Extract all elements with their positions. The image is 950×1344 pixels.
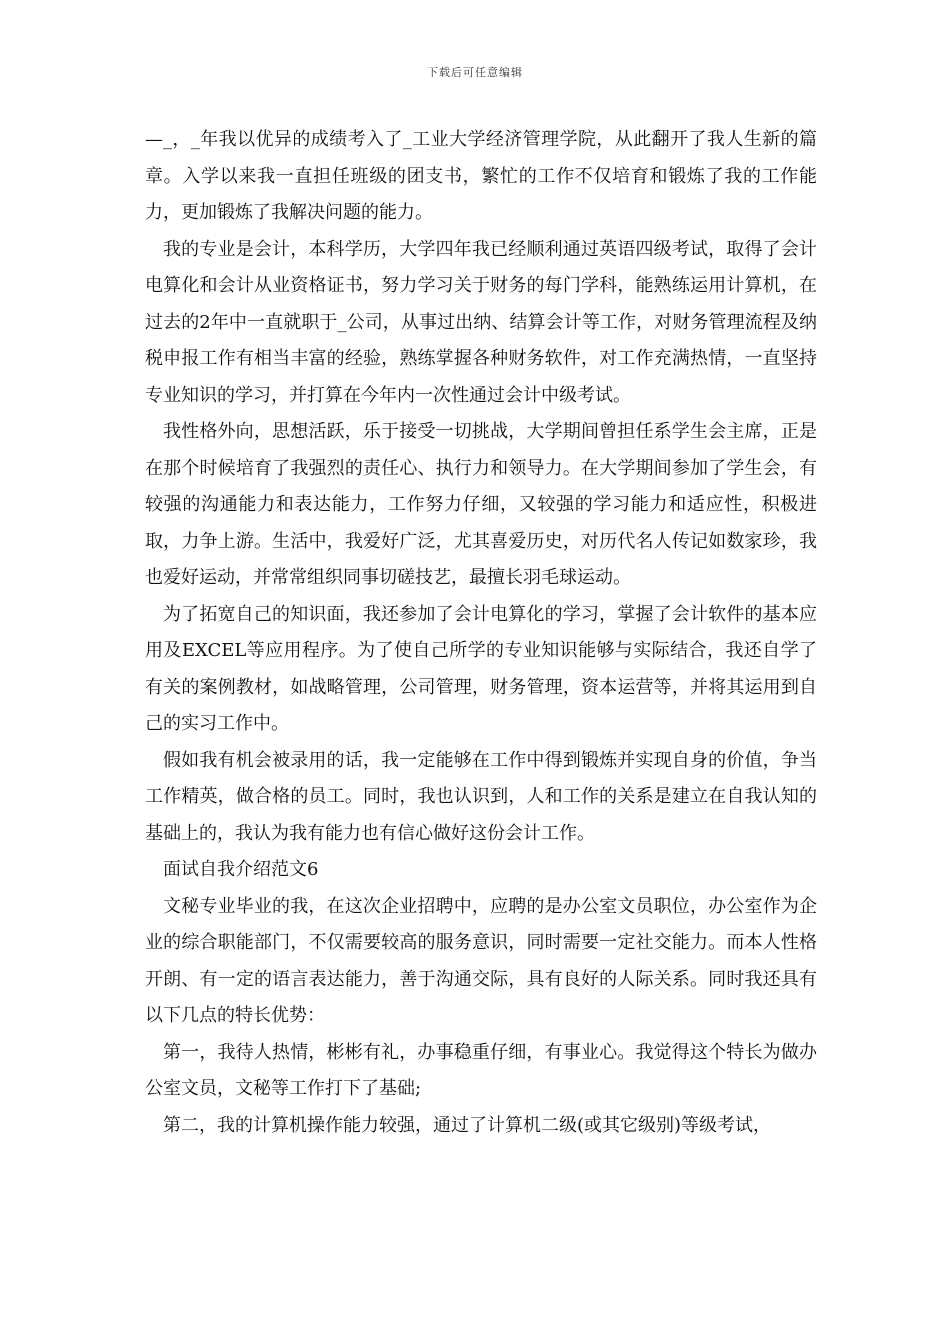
paragraph-strength-1: 第一，我待人热情，彬彬有礼，办事稳重仔细，有事业心。我觉得这个特长为做办公室文员，文秘等工作打下了基础; — [145, 1041, 817, 1099]
paragraph-major: 我的专业是会计，本科学历，大学四年我已经顺利通过英语四级考试，取得了会计电算化和会计从业资格证书，努力学习关于财务的每门学科，能熟练运用计算机，在过去的2年中一直就职于_公司，从事过出纳、结算会计等工作，对财务管理流程及纳税申报工作有相当丰富的经验，熟练掌握各种财务软件，对工作充满热情，一直坚持专业知识的学习，并打算在今年内一次性通过会计中级考试。 — [145, 238, 817, 406]
paragraph-secretary: 文秘专业毕业的我，在这次企业招聘中，应聘的是办公室文员职位，办公室作为企业的综合职能部门，不仅需要较高的服务意识，同时需要一定社交能力。而本人性格开朗、有一定的语言表达能力，善于沟通交际，具有良好的人际关系。同时我还具有以下几点的特长优势： — [145, 895, 817, 1026]
paragraph-intro: —_，_年我以优异的成绩考入了_工业大学经济管理学院，从此翻开了我人生新的篇章。入学以来我一直担任班级的团支书，繁忙的工作不仅培育和锻炼了我的工作能力，更加锻炼了我解决问题的能力。 — [145, 129, 817, 223]
page-header-note: 下载后可任意编辑 — [427, 66, 523, 79]
paragraph-strength-2: 第二，我的计算机操作能力较强，通过了计算机二级(或其它级别)等级考试， — [163, 1114, 772, 1136]
paragraph-knowledge: 为了拓宽自己的知识面，我还参加了会计电算化的学习，掌握了会计软件的基本应用及EXCEL等应用程序。为了使自己所学的专业知识能够与实际结合，我还自学了有关的案例教材，如战略管理，公司管理，财务管理，资本运营等，并将其运用到自己的实习工作中。 — [145, 603, 817, 734]
paragraph-personality: 我性格外向，思想活跃，乐于接受一切挑战，大学期间曾担任系学生会主席，正是在那个时候培育了我强烈的责任心、执行力和领导力。在大学期间参加了学生会，有较强的沟通能力和表达能力，工作努力仔细，又较强的学习能力和适应性，积极进取，力争上游。生活中，我爱好广泛，尤其喜爱历史，对历代名人传记如数家珍，我也爱好运动，并常常组织同事切磋技艺，最擅长羽毛球运动。 — [145, 421, 817, 588]
document-body — [145, 122, 817, 1144]
paragraph-hire-hope: 假如我有机会被录用的话，我一定能够在工作中得到锻炼并实现自身的价值，争当工作精英，做合格的员工。同时，我也认识到，人和工作的关系是建立在自我认知的基础上的，我认为我有能力也有信心做好这份会计工作。 — [145, 749, 817, 844]
section-heading: 面试自我介绍范文6 — [163, 859, 319, 880]
